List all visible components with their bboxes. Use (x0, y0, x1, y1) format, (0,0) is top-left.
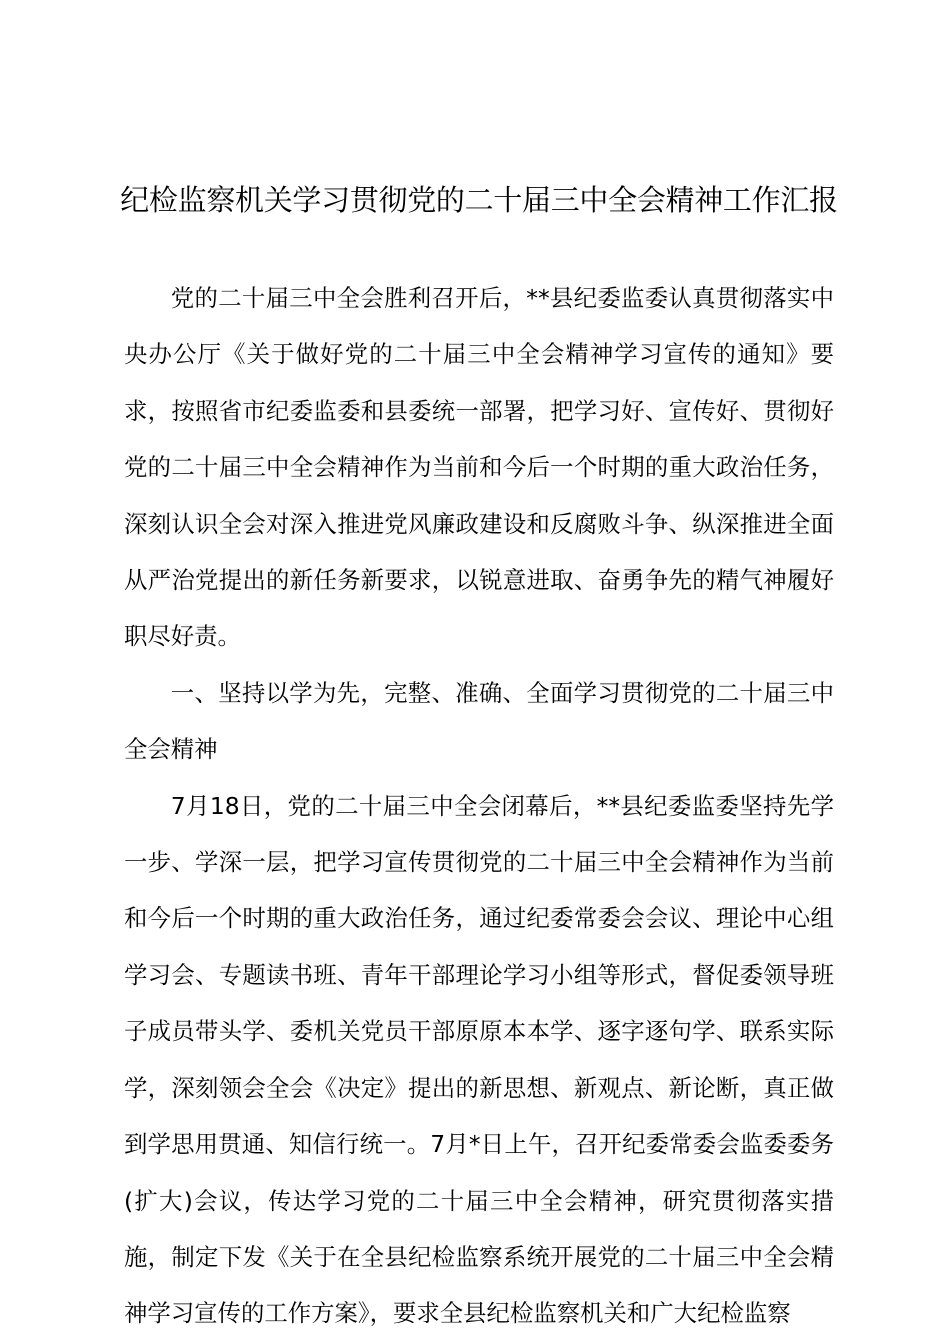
intro-paragraph: 党的二十届三中全会胜利召开后，**县纪委监委认真贯彻落实中央办公厅《关于做好党的二十届三中全会精神学习宣传的通知》要求，按照省市纪委监委和县委统一部署，把学习好、宣传好、贯彻好党的二十届三中全会精神作为当前和今后一个时期的重大政治任务，深刻认识全会对深入推进党风廉政建设和反腐败斗争、纵深推进全面从严治党提出的新任务新要求，以锐意进取、奋勇争先的精气神履好职尽好责。 (124, 284, 834, 651)
section-1-paragraph: 7月18日，党的二十届三中全会闭幕后，**县纪委监委坚持先学一步、学深一层，把学习宣传贯彻党的二十届三中全会精神作为当前和今后一个时期的重大政治任务，通过纪委常委会会议、理论中心组学习会、专题读书班、青年干部理论学习小组等形式，督促委领导班子成员带头学、委机关党员干部原原本本学、逐字逐句学、联系实际学，深刻领会全会《决定》提出的新思想、新观点、新论断，真正做到学思用贯通、知信行统一。7月*日上午，召开纪委常委会监委委务(扩大)会议，传达学习党的二十届三中全会精神，研究贯彻落实措施，制定下发《关于在全县纪检监察系统开展党的二十届三中全会精神学习宣传的工作方案》，要求全县纪检监察机关和广大纪检监察 (124, 791, 834, 1328)
document-title: 纪检监察机关学习贯彻党的二十届三中全会精神工作汇报 (120, 183, 838, 217)
section-heading-1: 一、坚持以学为先，完整、准确、全面学习贯彻党的二十届三中全会精神 (124, 678, 834, 764)
document-body (124, 270, 834, 1342)
